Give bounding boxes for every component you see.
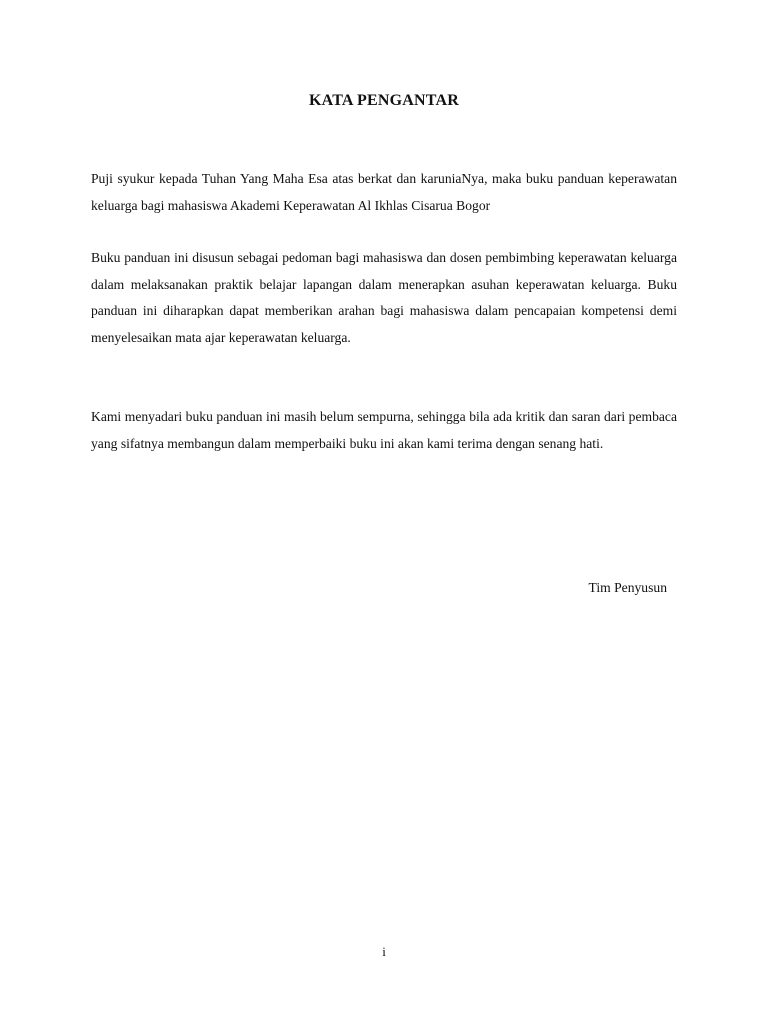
paragraph-closing: Kami menyadari buku panduan ini masih belum sempurna, sehingga bila ada kritik dan saran dari pembaca yang sifatnya membangun dalam memperbaiki buku ini akan kami terima dengan senang hati.	[91, 409, 677, 451]
paragraph-purpose: Buku panduan ini disusun sebagai pedoman bagi mahasiswa dan dosen pembimbing keperawatan keluarga dalam melaksanakan praktik belajar lapangan dalam menerapkan asuhan keperawatan keluarga. Buku panduan ini diharapkan dapat memberikan arahan bagi mahasiswa dalam pencapaian kompetensi demi menyelesaikan mata ajar keperawatan keluarga.	[91, 250, 677, 346]
signature: Tim Penyusun	[588, 580, 667, 595]
page-title: KATA PENGANTAR	[309, 92, 459, 109]
paragraph-gratitude: Puji syukur kepada Tuhan Yang Maha Esa atas berkat dan karuniaNya, maka buku panduan keperawatan keluarga bagi mahasiswa Akademi Keperawatan Al Ikhlas Cisarua Bogor	[91, 171, 677, 213]
page-number: i	[382, 944, 386, 959]
